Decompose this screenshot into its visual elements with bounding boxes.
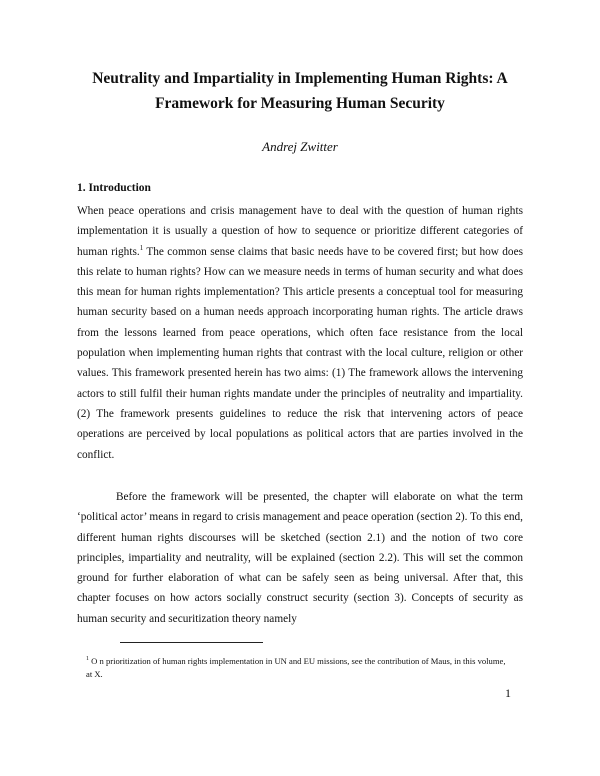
paragraph-1 [77,201,523,465]
paragraph-2-text: Before the framework will be presented, the chapter will elaborate on what the term ‘political actor’ means in regard to crisis management and peace operation (section 2). To this end, different human rights discourses will be sketched (section 2.1) and the notion of two core principles, impartiality and neutrality, will be explained (section 2.2). This will set the common ground for further elaboration of what can be safely seen as being universal. After that, this chapter focuses on how actors socially construct security (section 3). Concepts of security as human security and securitization theory namely [77,491,523,625]
footnote-separator [120,642,263,643]
paper-title-line-1: Neutrality and Impartiality in Implementing Human Rights: A [92,70,508,87]
footnote-text: O n prioritization of human rights implementation in UN and EU missions, see the contribution of Maus, in this volume, at X. [86,656,506,679]
author-name: Andrej Zwitter [262,139,338,154]
paragraph-1-text-b: The common sense claims that basic needs have to be covered first; but how does this relate to human rights? How can we measure needs in terms of human security and what does this mean for human rights implementation? This article presents a conceptual tool for measuring human security based on a human needs approach incorporating human rights. The article draws from the lessons learned from peace operations, which often face resistance from the local population when implementing human rights that contrast with the local culture, religion or other values. This framework presented herein has two aims: (1) The framework allows the intervening actors to still fulfil their human rights mandate under the principles of neutrality and impartiality. (2) The framework presents guidelines to reduce the risk that intervening actors of peace operations are perceived by local populations as political actors that are parties involved in the conflict. [77,245,523,461]
footnote-marker: 1 [86,656,89,663]
paragraph-1-text-a: When peace operations and crisis management have to deal with the question of human rights implementation it is usually a question of how to sequence or prioritize different categories of human rights. [77,205,523,258]
paper-title [60,66,540,116]
footnote-reference: 1 [139,243,144,252]
footnote-1 [86,655,506,681]
paragraph-2 [77,487,523,629]
paper-title-line-2: Framework for Measuring Human Security [155,95,445,112]
section-heading-introduction: 1. Introduction [77,182,151,194]
page-number: 1 [505,686,511,700]
